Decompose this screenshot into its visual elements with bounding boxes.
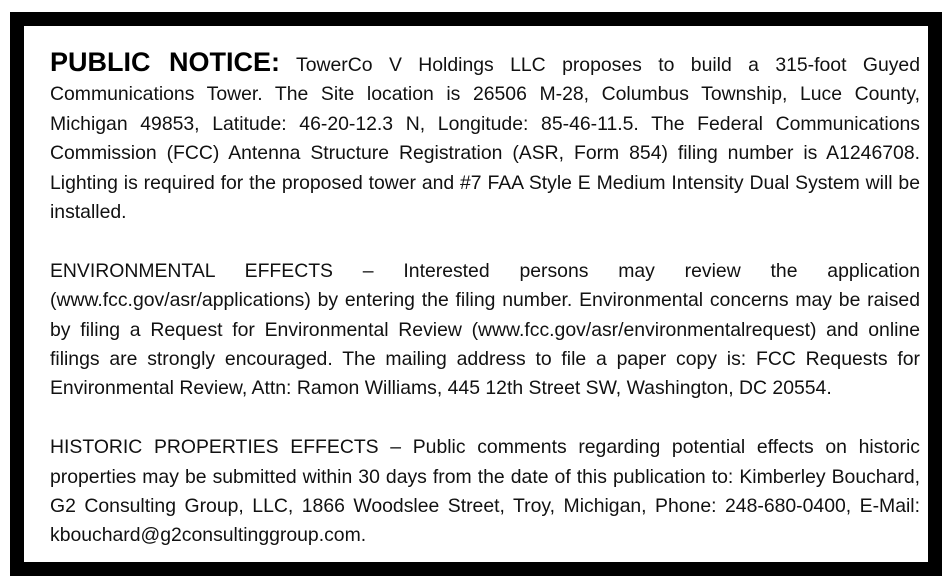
historic-properties-paragraph: HISTORIC PROPERTIES EFFECTS – Public comments regarding potential effects on historic properties may be submitted within 30 days from the date of this publication to: Kimberley Bouchard, G2 Consulting Group, LLC, 1866 Woodslee Street, Troy, Michigan, Phone: 248-680-0400, E-Mail: kbouchard@g2consultinggroup.com. [50, 436, 920, 547]
environmental-effects-paragraph: ENVIRONMENTAL EFFECTS – Interested persons may review the application (www.fcc.gov/asr/applications) by entering the filing number. Environmental concerns may be raised by filing a Request for Environmental Review (www.fcc.gov/asr/environmentalrequest) and online filings are strongly encouraged. The mailing address to file a paper copy is: FCC Requests for Environmental Review, Attn: Ramon Williams, 445 12th Street SW, Washington, DC 20554. [50, 259, 920, 400]
intro-text: TowerCo V Holdings LLC proposes to build a 315-foot Guyed Communications Tower. The Site location is 26506 M-28, Columbus Township, Luce County, Michigan 49853, Latitude: 46-20-12.3 N, Longitude: 85-46-11.5. The Federal Communications Commission (FCC) Antenna Structure Registration (ASR, Form 854) filing number is A1246708. Lighting is required for the proposed tower and #7 FAA Style E Medium Intensity Dual System will be installed. [50, 54, 920, 224]
notice-frame [10, 12, 942, 576]
headline: PUBLIC NOTICE: [50, 47, 280, 77]
intro-paragraph [50, 48, 920, 227]
notice-body [50, 48, 920, 551]
